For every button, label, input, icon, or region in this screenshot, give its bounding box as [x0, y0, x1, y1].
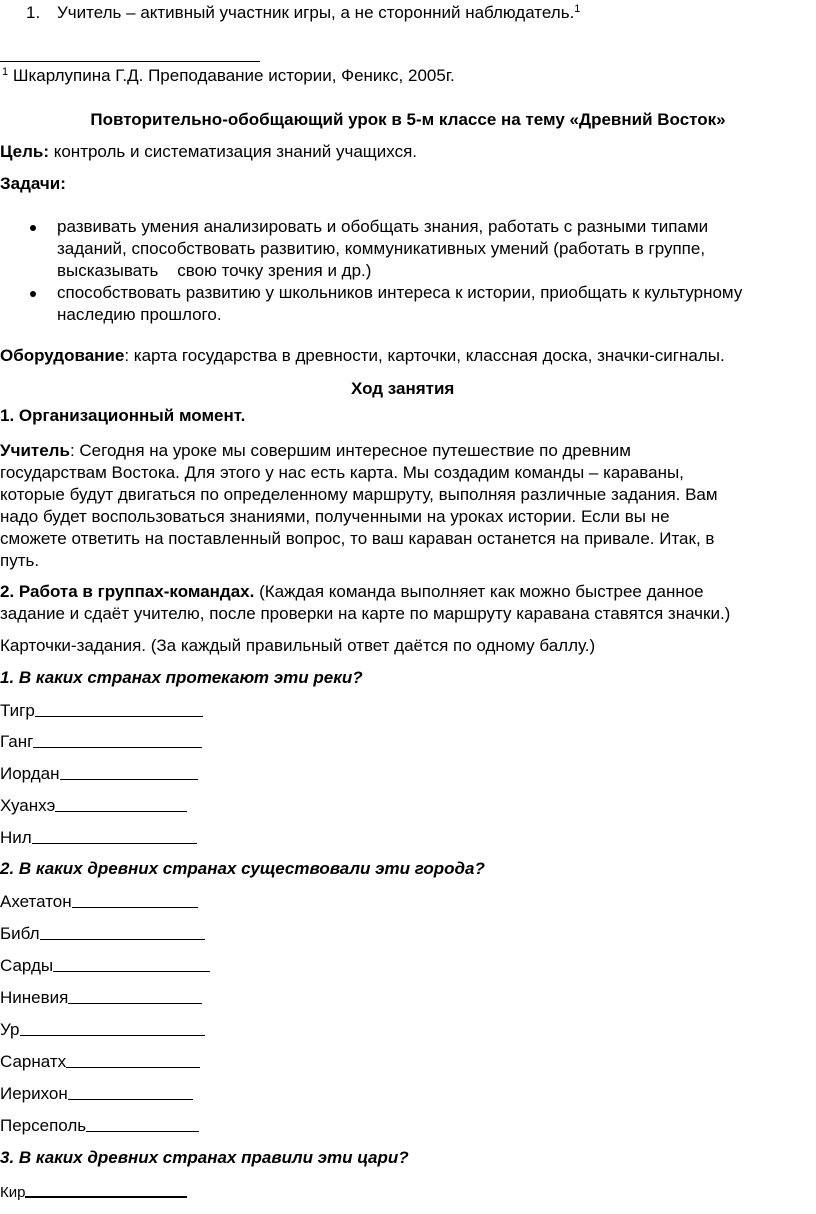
answer-blank[interactable]	[66, 1051, 200, 1068]
course-heading: Ход занятия	[351, 379, 455, 398]
answer-label: Ахетатон	[0, 892, 72, 911]
answer-line	[0, 763, 198, 785]
answer-label: Нил	[0, 828, 32, 847]
equipment-text: : карта государства в древности, карточки, классная доска, значки-сигналы.	[124, 346, 725, 365]
answer-blank[interactable]	[72, 891, 198, 908]
answer-label: Иордан	[0, 764, 60, 783]
goal-line	[0, 141, 417, 163]
section-1-text: : Сегодня на уроке мы совершим интересное путешествие по древним	[69, 441, 631, 460]
answer-label: Персеполь	[0, 1116, 87, 1135]
answer-line	[0, 1115, 199, 1137]
equipment-line	[0, 345, 725, 367]
answer-label: Сарнатх	[0, 1052, 67, 1071]
answer-blank[interactable]	[33, 731, 202, 748]
task-item-1-line-3: высказывать свою точку зрения и др.)	[57, 261, 372, 280]
section-1-heading: 1. Организационный момент.	[0, 406, 246, 425]
answer-blank[interactable]	[32, 827, 197, 844]
cards-text: Карточки-задания. (За каждый правильный ответ даётся по одному баллу.)	[0, 636, 596, 655]
answer-line	[0, 891, 198, 913]
answer-blank[interactable]	[40, 923, 205, 940]
answer-blank[interactable]	[35, 700, 203, 717]
footnote-marker: 1	[2, 66, 9, 78]
answer-line	[0, 955, 210, 977]
section-1-line-1	[0, 440, 631, 462]
section-1-line-6: путь.	[0, 551, 40, 570]
intro-item-number: 1.	[26, 3, 41, 22]
answer-line	[0, 795, 187, 817]
answer-label: Ниневия	[0, 988, 69, 1007]
goal-text: контроль и систематизация знаний учащихся.	[49, 142, 418, 161]
answer-blank[interactable]	[55, 795, 187, 812]
answer-line	[0, 1019, 205, 1041]
answer-line	[0, 827, 197, 849]
task-item-1-line-2: заданий, способствовать развитию, коммуникативных умений (работать в группе,	[57, 239, 706, 258]
answer-label: Тигр	[0, 701, 35, 720]
footnote-reference[interactable]: 1	[574, 3, 581, 15]
tasks-label: Задачи:	[0, 174, 66, 193]
answer-line	[0, 700, 203, 722]
answer-line	[0, 1083, 193, 1105]
bullet-icon	[30, 291, 36, 297]
answer-blank[interactable]	[68, 1083, 193, 1100]
goal-label: Цель:	[0, 142, 49, 161]
answer-line	[0, 1180, 187, 1204]
answer-blank[interactable]	[20, 1019, 205, 1036]
answer-label: Библ	[0, 924, 40, 943]
answer-line	[0, 1051, 200, 1073]
section-1-line-4: надо будет воспользоваться знаниями, полученными на уроках истории. Если вы не	[0, 507, 670, 526]
question-3: 3. В каких древних странах правили эти цари?	[0, 1148, 409, 1167]
question-1: 1. В каких странах протекают эти реки?	[0, 668, 363, 687]
task-item-2-line-2: наследию прошлого.	[57, 305, 222, 324]
section-2-line-2: задание и сдаёт учителю, после проверки на карте по маршруту каравана ставятся значки.)	[0, 604, 731, 623]
section-2-heading: 2. Работа в группах-командах.	[0, 582, 255, 601]
answer-label: Хуанхэ	[0, 796, 56, 815]
task-item-1-line-1: развивать умения анализировать и обобщать знания, работать с разными типами	[57, 217, 709, 236]
intro-item-text: Учитель – активный участник игры, а не сторонний наблюдатель.	[57, 3, 575, 22]
speaker-label: Учитель	[0, 441, 70, 460]
answer-blank[interactable]	[25, 1180, 187, 1198]
footnote-text: Шкарлупина Г.Д. Преподавание истории, Феникс, 2005г.	[12, 66, 455, 85]
answer-line	[0, 731, 202, 753]
page-title: Повторительно-обобщающий урок в 5-м классе на тему «Древний Восток»	[90, 110, 726, 129]
answer-line	[0, 987, 202, 1009]
section-1-line-2: государствам Востока. Для этого у нас есть карта. Мы создадим команды – караваны,	[0, 463, 684, 482]
answer-blank[interactable]	[86, 1115, 199, 1132]
question-2: 2. В каких древних странах существовали эти города?	[0, 859, 485, 878]
section-1-line-5: сможете ответить на поставленный вопрос, то ваш караван останется на привале. Итак, в	[0, 529, 715, 548]
answer-blank[interactable]	[60, 763, 198, 780]
section-1-line-3: которые будут двигаться по определенному маршруту, выполняя различные задания. Вам	[0, 485, 718, 504]
answer-label: Иерихон	[0, 1084, 68, 1103]
answer-label: Ур	[0, 1020, 20, 1039]
answer-line	[0, 923, 205, 945]
footnote	[2, 65, 455, 87]
equipment-label: Оборудование	[0, 346, 125, 365]
answer-label: Кир	[0, 1184, 26, 1201]
answer-blank[interactable]	[68, 987, 202, 1004]
intro-item	[57, 2, 580, 24]
task-item-2-line-1: способствовать развитию у школьников интереса к истории, приобщать к культурному	[57, 283, 743, 302]
section-2-text: (Каждая команда выполняет как можно быстрее данное	[254, 582, 704, 601]
answer-label: Ганг	[0, 732, 34, 751]
footnote-separator	[0, 61, 260, 62]
answer-label: Сарды	[0, 956, 54, 975]
answer-blank[interactable]	[53, 955, 210, 972]
bullet-icon	[30, 225, 36, 231]
section-2-line-1	[0, 581, 704, 603]
